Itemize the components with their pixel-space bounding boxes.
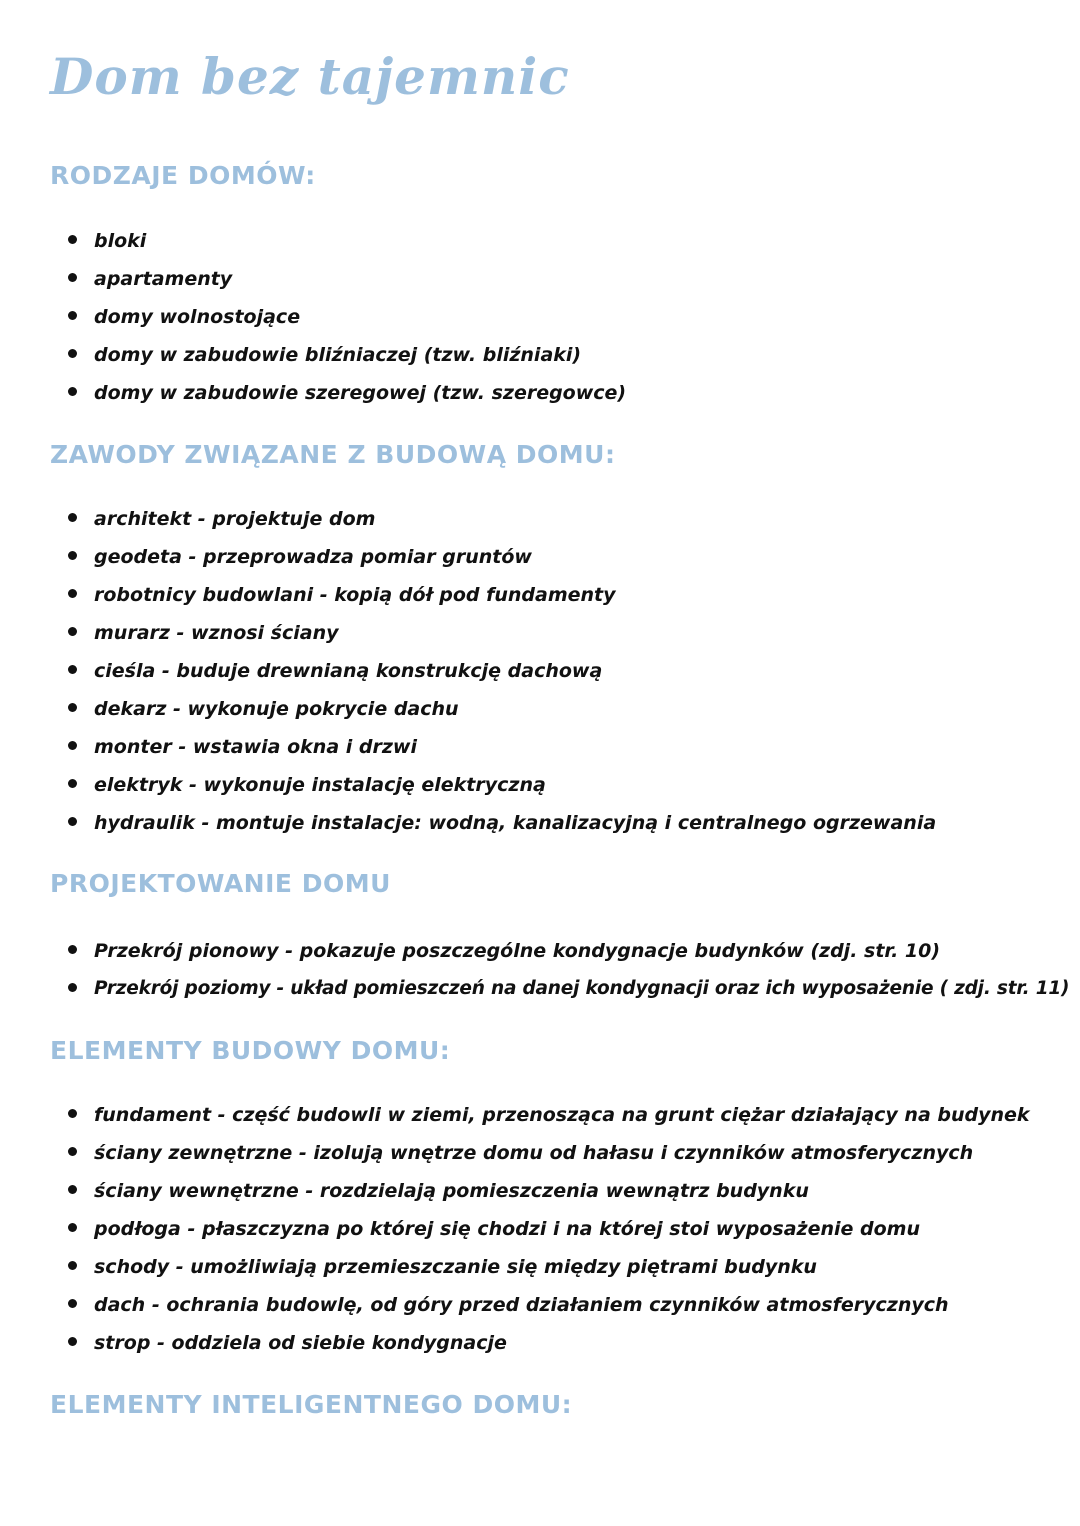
bullet-icon — [68, 1299, 77, 1308]
list-item — [68, 1286, 1030, 1324]
section-heading-professions: ZAWODY ZWIĄZANE Z BUDOWĄ DOMU: — [50, 440, 616, 469]
list-item-text: podłoga - płaszczyzna po której się chodzi i na której stoi wyposażenie domu — [94, 1218, 920, 1240]
list-item — [68, 1324, 1030, 1362]
list-item — [68, 652, 936, 690]
list-item — [68, 576, 936, 614]
bullet-icon — [68, 1185, 77, 1194]
bullet-icon — [68, 741, 77, 750]
bullet-icon — [68, 779, 77, 788]
list-item — [68, 1210, 1030, 1248]
list-item — [68, 260, 626, 298]
list-item-text: elektryk - wykonuje instalację elektryczną — [94, 774, 546, 796]
list-item-text: architekt - projektuje dom — [94, 508, 376, 530]
list-item-text: domy wolnostojące — [94, 306, 301, 328]
list-item — [68, 374, 626, 412]
list-item-text: Przekrój pionowy - pokazuje poszczególne kondygnacje budynków (zdj. str. 10) — [94, 940, 941, 962]
list-item-text: apartamenty — [94, 268, 233, 290]
list-item-text: ściany wewnętrzne - rozdzielają pomieszczenia wewnątrz budynku — [94, 1180, 809, 1202]
building-elements-list — [68, 1096, 1030, 1362]
list-item — [68, 690, 936, 728]
list-item — [68, 614, 936, 652]
page-title: Dom bez tajemnic — [50, 47, 570, 106]
section-heading-building-elements: ELEMENTY BUDOWY DOMU: — [50, 1036, 451, 1065]
list-item-text: domy w zabudowie szeregowej (tzw. szeregowce) — [94, 382, 627, 404]
section-heading-house-types: RODZAJE DOMÓW: — [50, 161, 316, 190]
list-item — [68, 728, 936, 766]
list-item — [68, 538, 936, 576]
professions-list — [68, 500, 936, 842]
list-item-text: bloki — [94, 230, 147, 252]
bullet-icon — [68, 1147, 77, 1156]
house-types-list — [68, 222, 626, 412]
section-heading-smart-home: ELEMENTY INTELIGENTNEGO DOMU: — [50, 1390, 573, 1419]
list-item-text: dach - ochrania budowlę, od góry przed działaniem czynników atmosferycznych — [94, 1294, 949, 1316]
list-item — [68, 222, 626, 260]
bullet-icon — [68, 273, 77, 282]
bullet-icon — [68, 665, 77, 674]
bullet-icon — [68, 983, 77, 992]
list-item — [68, 500, 936, 538]
list-item — [68, 932, 1069, 970]
bullet-icon — [68, 1261, 77, 1270]
list-item — [68, 1172, 1030, 1210]
list-item-text: dekarz - wykonuje pokrycie dachu — [94, 698, 459, 720]
list-item — [68, 1134, 1030, 1172]
list-item-text: ściany zewnętrzne - izolują wnętrze domu od hałasu i czynników atmosferycznych — [94, 1142, 974, 1164]
list-item-text: Przekrój poziomy - układ pomieszczeń na danej kondygnacji oraz ich wyposażenie ( zdj. str. 11) — [94, 978, 1070, 999]
list-item — [68, 1096, 1030, 1134]
list-item-text: hydraulik - montuje instalacje: wodną, kanalizacyjną i centralnego ogrzewania — [94, 812, 937, 834]
list-item-text: strop - oddziela od siebie kondygnacje — [94, 1332, 507, 1354]
list-item-text: cieśla - buduje drewnianą konstrukcję dachową — [94, 660, 603, 682]
bullet-icon — [68, 349, 77, 358]
list-item-text: fundament - część budowli w ziemi, przenosząca na grunt ciężar działający na budynek — [94, 1104, 1030, 1126]
section-heading-house-design: PROJEKTOWANIE DOMU — [50, 869, 391, 898]
bullet-icon — [68, 513, 77, 522]
list-item — [68, 1248, 1030, 1286]
bullet-icon — [68, 235, 77, 244]
list-item — [68, 298, 626, 336]
house-design-list — [68, 932, 1069, 1008]
bullet-icon — [68, 589, 77, 598]
bullet-icon — [68, 387, 77, 396]
bullet-icon — [68, 311, 77, 320]
list-item-text: robotnicy budowlani - kopią dół pod fundamenty — [94, 584, 616, 606]
bullet-icon — [68, 703, 77, 712]
bullet-icon — [68, 627, 77, 636]
list-item — [68, 336, 626, 374]
list-item-text: murarz - wznosi ściany — [94, 622, 339, 644]
list-item — [68, 804, 936, 842]
bullet-icon — [68, 945, 77, 954]
list-item-text: schody - umożliwiają przemieszczanie się między piętrami budynku — [94, 1256, 817, 1278]
bullet-icon — [68, 1109, 77, 1118]
list-item-text: domy w zabudowie bliźniaczej (tzw. bliźniaki) — [94, 344, 582, 366]
bullet-icon — [68, 817, 77, 826]
list-item — [68, 766, 936, 804]
list-item-text: monter - wstawia okna i drzwi — [94, 736, 417, 758]
bullet-icon — [68, 1223, 77, 1232]
list-item-text: geodeta - przeprowadza pomiar gruntów — [94, 546, 532, 568]
list-item — [68, 970, 1069, 1008]
bullet-icon — [68, 1337, 77, 1346]
bullet-icon — [68, 551, 77, 560]
